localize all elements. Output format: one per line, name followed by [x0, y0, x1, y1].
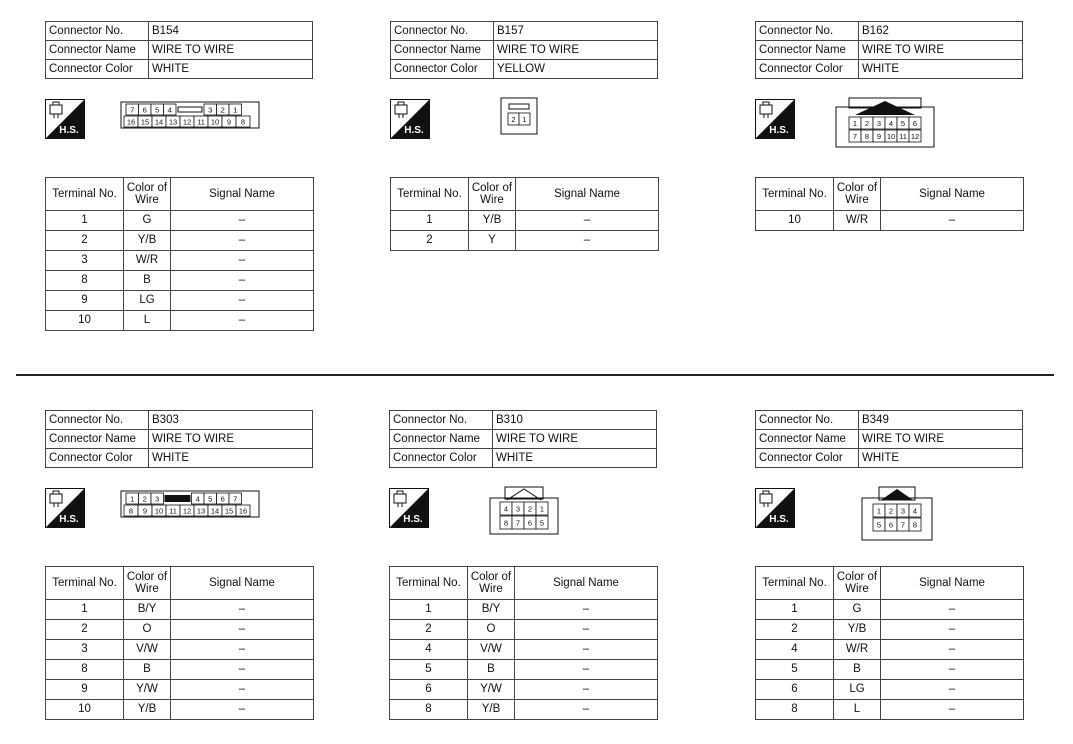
signal-name: –: [881, 660, 1024, 680]
table-row: [756, 680, 1024, 700]
signal-name: –: [516, 211, 659, 231]
signal-name-header: Signal Name: [515, 567, 658, 600]
pin-label: 1: [539, 504, 545, 514]
signal-name: –: [881, 211, 1024, 231]
hs-icon: [390, 99, 430, 139]
hs-icon: [45, 488, 85, 528]
connector-panel-b303: [45, 410, 317, 740]
terminal-number: 10: [46, 700, 124, 720]
terminal-number: 2: [390, 620, 468, 640]
pin-label: 6: [220, 494, 225, 504]
connector-color-value: YELLOW: [494, 60, 658, 79]
connector-color-value: WHITE: [149, 449, 313, 468]
signal-name-header: Signal Name: [171, 567, 314, 600]
terminal-number: 9: [46, 291, 124, 311]
connector-diagram: [861, 486, 933, 542]
wire-color: Y/B: [124, 700, 171, 720]
pin-label: 3: [155, 494, 160, 504]
signal-name-header: Signal Name: [171, 178, 314, 211]
wire-color-header-line2: Wire: [135, 583, 159, 595]
wire-color: L: [124, 311, 171, 331]
pin-label: 4: [167, 105, 172, 115]
wire-color: B: [124, 660, 171, 680]
wire-color: B/Y: [124, 600, 171, 620]
signal-name: –: [515, 680, 658, 700]
pin-label: 11: [169, 506, 177, 516]
wire-color-header: [834, 567, 881, 600]
wire-color: G: [124, 211, 171, 231]
terminal-no-header: Terminal No.: [390, 567, 468, 600]
connector-color-label: Connector Color: [390, 449, 493, 468]
pin-label: 2: [527, 504, 533, 514]
connector-number-label: Connector No.: [391, 22, 494, 41]
pin-label: 7: [233, 494, 238, 504]
hs-label: H.S.: [59, 125, 79, 136]
signal-name: –: [515, 640, 658, 660]
connector-color-value: WHITE: [493, 449, 657, 468]
wire-color: O: [468, 620, 515, 640]
wire-color-header-line2: Wire: [845, 583, 869, 595]
terminal-number: 8: [46, 660, 124, 680]
pin-label: 15: [224, 506, 234, 516]
table-row: [46, 680, 314, 700]
wire-color-header: [469, 178, 516, 211]
connector-panel-b310: [389, 410, 661, 740]
wire-color: B: [124, 271, 171, 291]
connector-info-table: [45, 21, 313, 79]
wire-color: B/Y: [468, 600, 515, 620]
hs-icon: [389, 488, 429, 528]
pin-label: 5: [155, 105, 160, 115]
pin-label: 4: [503, 504, 509, 514]
connector-number-value: B349: [859, 411, 1023, 430]
connector-name-label: Connector Name: [46, 430, 149, 449]
connector-diagram: [120, 486, 260, 522]
pin-label: 9: [226, 117, 232, 127]
wire-color-header-line1: Color of: [126, 182, 168, 194]
terminal-table: [389, 566, 658, 720]
wire-color: LG: [834, 680, 881, 700]
pin-label: 9: [142, 506, 148, 516]
wire-color: Y/B: [124, 231, 171, 251]
connector-name-value: WIRE TO WIRE: [859, 430, 1023, 449]
connector-name-value: WIRE TO WIRE: [149, 430, 313, 449]
connector-name-label: Connector Name: [391, 41, 494, 60]
wire-color: G: [834, 600, 881, 620]
pin-label: 2: [220, 105, 225, 115]
pin-label: 12: [182, 506, 192, 516]
pin-label: 3: [876, 119, 882, 128]
table-row: [391, 211, 659, 231]
table-row: [390, 600, 658, 620]
signal-name: –: [881, 640, 1024, 660]
wire-color: Y/B: [469, 211, 516, 231]
terminal-table: [390, 177, 659, 251]
wire-color: V/W: [124, 640, 171, 660]
pin-label: 5: [539, 518, 545, 528]
pin-label: 14: [210, 506, 220, 516]
connector-number-label: Connector No.: [756, 411, 859, 430]
hs-label: H.S.: [59, 514, 79, 525]
pin-label: 13: [168, 117, 178, 127]
hs-label: H.S.: [404, 125, 424, 136]
pin-label: 9: [876, 132, 882, 141]
connector-color-value: WHITE: [149, 60, 313, 79]
connector-panel-b157: [390, 21, 662, 351]
terminal-number: 8: [390, 700, 468, 720]
connector-name-value: WIRE TO WIRE: [494, 41, 658, 60]
pin-label: 6: [527, 518, 533, 528]
pin-label: 1: [522, 115, 527, 124]
connector-color-label: Connector Color: [46, 60, 149, 79]
connector-color-label: Connector Color: [756, 449, 859, 468]
connector-number-label: Connector No.: [46, 22, 149, 41]
wire-color: B: [834, 660, 881, 680]
table-row: [46, 271, 314, 291]
terminal-number: 10: [756, 211, 834, 231]
wire-color-header-line2: Wire: [480, 194, 504, 206]
terminal-number: 2: [46, 231, 124, 251]
signal-name: –: [515, 700, 658, 720]
connector-color-label: Connector Color: [391, 60, 494, 79]
connector-name-value: WIRE TO WIRE: [149, 41, 313, 60]
signal-name-header: Signal Name: [881, 178, 1024, 211]
connector-color-label: Connector Color: [46, 449, 149, 468]
connector-number-label: Connector No.: [756, 22, 859, 41]
wire-color-header-line1: Color of: [126, 571, 168, 583]
signal-name: –: [171, 620, 314, 640]
pin-label: 6: [888, 520, 894, 530]
connector-diagram: [489, 486, 559, 536]
connector-number-label: Connector No.: [46, 411, 149, 430]
terminal-number: 6: [756, 680, 834, 700]
signal-name: –: [171, 700, 314, 720]
pin-label: 3: [208, 105, 213, 115]
table-row: [46, 660, 314, 680]
terminal-number: 10: [46, 311, 124, 331]
connector-info-table: [389, 410, 657, 468]
pin-label: 1: [233, 105, 238, 115]
pin-label: 7: [130, 105, 135, 115]
wire-color-header: [124, 178, 171, 211]
pin-label: 5: [876, 520, 882, 530]
pin-label: 7: [852, 132, 858, 141]
connector-color-value: WHITE: [859, 60, 1023, 79]
pin-label: 10: [154, 506, 164, 516]
terminal-no-header: Terminal No.: [756, 567, 834, 600]
connector-name-label: Connector Name: [46, 41, 149, 60]
connector-diagram: [120, 97, 260, 133]
connector-number-value: B154: [149, 22, 313, 41]
connector-info-table: [755, 410, 1023, 468]
signal-name: –: [881, 620, 1024, 640]
connector-number-value: B157: [494, 22, 658, 41]
signal-name: –: [171, 251, 314, 271]
pin-label: 3: [900, 506, 906, 516]
wire-color: Y/B: [834, 620, 881, 640]
pin-label: 2: [142, 494, 147, 504]
table-row: [46, 211, 314, 231]
pin-label: 3: [515, 504, 521, 514]
pin-label: 2: [888, 506, 894, 516]
signal-name-header: Signal Name: [516, 178, 659, 211]
wire-color: Y/W: [468, 680, 515, 700]
table-row: [756, 620, 1024, 640]
wire-color: Y: [469, 231, 516, 251]
connector-diagram: [500, 97, 538, 135]
signal-name: –: [515, 620, 658, 640]
terminal-number: 9: [46, 680, 124, 700]
hs-label: H.S.: [403, 514, 423, 525]
signal-name: –: [171, 660, 314, 680]
terminal-table: [45, 177, 314, 331]
terminal-number: 6: [390, 680, 468, 700]
table-row: [756, 600, 1024, 620]
pin-label: 12: [910, 132, 920, 141]
terminal-number: 8: [756, 700, 834, 720]
wire-color: O: [124, 620, 171, 640]
pin-label: 1: [852, 119, 858, 128]
pin-label: 10: [210, 117, 220, 127]
pin-label: 11: [899, 132, 907, 141]
terminal-number: 1: [390, 600, 468, 620]
terminal-number: 5: [390, 660, 468, 680]
table-row: [390, 680, 658, 700]
signal-name: –: [171, 271, 314, 291]
pin-label: 8: [240, 117, 246, 127]
signal-name: –: [171, 600, 314, 620]
connector-panel-b349: [755, 410, 1027, 740]
pin-label: 14: [154, 117, 164, 127]
pin-label: 4: [912, 506, 918, 516]
table-row: [46, 620, 314, 640]
terminal-number: 3: [46, 251, 124, 271]
signal-name: –: [171, 291, 314, 311]
pin-label: 7: [900, 520, 906, 530]
pin-label: 1: [876, 506, 882, 516]
pin-label: 12: [182, 117, 192, 127]
connector-info-table: [45, 410, 313, 468]
pin-label: 7: [515, 518, 521, 528]
table-row: [756, 660, 1024, 680]
wire-color: B: [468, 660, 515, 680]
pin-label: 16: [126, 117, 136, 127]
wire-color: L: [834, 700, 881, 720]
terminal-number: 3: [46, 640, 124, 660]
connector-info-table: [755, 21, 1023, 79]
pin-label: 8: [503, 518, 509, 528]
wire-color: W/R: [834, 640, 881, 660]
connector-name-label: Connector Name: [390, 430, 493, 449]
pin-label: 1: [130, 494, 135, 504]
terminal-no-header: Terminal No.: [46, 178, 124, 211]
section-divider: [16, 374, 1054, 376]
table-row: [46, 231, 314, 251]
pin-label: 2: [511, 115, 516, 124]
terminal-number: 4: [756, 640, 834, 660]
pin-label: 6: [912, 119, 918, 128]
wire-color-header-line2: Wire: [135, 194, 159, 206]
terminal-number: 1: [391, 211, 469, 231]
pin-label: 8: [128, 506, 134, 516]
terminal-number: 8: [46, 271, 124, 291]
wire-color-header-line1: Color of: [471, 182, 513, 194]
terminal-number: 5: [756, 660, 834, 680]
connector-info-table: [390, 21, 658, 79]
terminal-number: 2: [46, 620, 124, 640]
connector-number-label: Connector No.: [390, 411, 493, 430]
terminal-table: [755, 177, 1024, 231]
connector-panel-b154: [45, 21, 317, 351]
connector-color-label: Connector Color: [756, 60, 859, 79]
wire-color-header-line2: Wire: [479, 583, 503, 595]
signal-name-header: Signal Name: [881, 567, 1024, 600]
wire-color: W/R: [834, 211, 881, 231]
connector-name-value: WIRE TO WIRE: [493, 430, 657, 449]
wire-color-header: [468, 567, 515, 600]
signal-name: –: [171, 311, 314, 331]
connector-diagram: [835, 97, 935, 149]
signal-name: –: [516, 231, 659, 251]
signal-name: –: [881, 700, 1024, 720]
pin-label: 4: [888, 119, 894, 128]
wire-color-header-line1: Color of: [836, 571, 878, 583]
wire-color-header-line1: Color of: [470, 571, 512, 583]
terminal-no-header: Terminal No.: [46, 567, 124, 600]
pin-label: 2: [864, 119, 870, 128]
terminal-no-header: Terminal No.: [391, 178, 469, 211]
table-row: [390, 640, 658, 660]
pin-label: 4: [195, 494, 200, 504]
table-row: [756, 640, 1024, 660]
table-row: [46, 700, 314, 720]
connector-color-value: WHITE: [859, 449, 1023, 468]
signal-name: –: [171, 231, 314, 251]
pin-label: 8: [912, 520, 918, 530]
table-row: [46, 291, 314, 311]
wire-color-header-line2: Wire: [845, 194, 869, 206]
pin-label: 16: [238, 506, 248, 516]
terminal-table: [45, 566, 314, 720]
connector-name-label: Connector Name: [756, 430, 859, 449]
terminal-number: 1: [46, 211, 124, 231]
connector-panel-b162: [755, 21, 1027, 351]
table-row: [390, 700, 658, 720]
terminal-number: 2: [391, 231, 469, 251]
signal-name: –: [171, 640, 314, 660]
connector-name-value: WIRE TO WIRE: [859, 41, 1023, 60]
table-row: [46, 251, 314, 271]
table-row: [391, 231, 659, 251]
table-row: [46, 311, 314, 331]
wire-color: Y/B: [468, 700, 515, 720]
terminal-number: 1: [756, 600, 834, 620]
connector-name-label: Connector Name: [756, 41, 859, 60]
table-row: [390, 620, 658, 640]
pin-label: 15: [140, 117, 150, 127]
pin-label: 5: [900, 119, 906, 128]
wire-color-header: [124, 567, 171, 600]
terminal-number: 4: [390, 640, 468, 660]
signal-name: –: [515, 600, 658, 620]
terminal-number: 1: [46, 600, 124, 620]
signal-name: –: [881, 680, 1024, 700]
table-row: [756, 700, 1024, 720]
table-row: [390, 660, 658, 680]
table-row: [756, 211, 1024, 231]
hs-icon: [755, 99, 795, 139]
hs-label: H.S.: [769, 125, 789, 136]
pin-label: 8: [864, 132, 870, 141]
signal-name: –: [171, 211, 314, 231]
hs-icon: [45, 99, 85, 139]
pin-label: 13: [196, 506, 206, 516]
wire-color-header: [834, 178, 881, 211]
pin-label: 6: [142, 105, 147, 115]
wire-color: LG: [124, 291, 171, 311]
pin-label: 10: [886, 132, 896, 141]
signal-name: –: [171, 680, 314, 700]
wire-color: W/R: [124, 251, 171, 271]
wire-color-header-line1: Color of: [836, 182, 878, 194]
hs-icon: [755, 488, 795, 528]
wire-color: V/W: [468, 640, 515, 660]
pin-label: 11: [197, 117, 205, 127]
terminal-no-header: Terminal No.: [756, 178, 834, 211]
table-row: [46, 600, 314, 620]
connector-number-value: B303: [149, 411, 313, 430]
terminal-number: 2: [756, 620, 834, 640]
pin-label: 5: [208, 494, 213, 504]
hs-label: H.S.: [769, 514, 789, 525]
signal-name: –: [515, 660, 658, 680]
signal-name: –: [881, 600, 1024, 620]
wire-color: Y/W: [124, 680, 171, 700]
connector-number-value: B310: [493, 411, 657, 430]
connector-number-value: B162: [859, 22, 1023, 41]
terminal-table: [755, 566, 1024, 720]
table-row: [46, 640, 314, 660]
